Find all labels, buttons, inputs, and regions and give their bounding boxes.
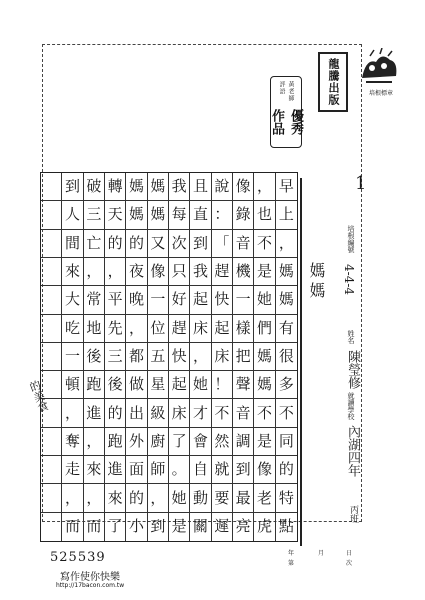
grid-cell: 好 bbox=[169, 286, 190, 314]
grid-cell: 都 bbox=[126, 343, 147, 371]
grid-cell: 位 bbox=[148, 315, 169, 343]
grid-cell: 像 bbox=[148, 258, 169, 286]
grid-cell: 且 bbox=[190, 173, 211, 201]
footer-url: http://17bacon.com.tw bbox=[56, 582, 125, 589]
grid-cell: 出 bbox=[126, 399, 147, 427]
grid-cell: 直 bbox=[190, 201, 211, 229]
grid-cell: 她 bbox=[254, 286, 275, 314]
teacher-stamp bbox=[270, 76, 302, 148]
grid-cell: 做 bbox=[126, 371, 147, 399]
grid-cell: 趕 bbox=[212, 258, 233, 286]
grid-cell: 大 bbox=[62, 286, 83, 314]
grid-cell: 像 bbox=[254, 456, 275, 484]
grid-cell: 是 bbox=[169, 513, 190, 541]
grid-cell bbox=[41, 456, 62, 484]
grid-cell: 媽 bbox=[254, 371, 275, 399]
grid-cell: 調 bbox=[233, 428, 254, 456]
grid-cell: ， bbox=[62, 399, 83, 427]
school-value: 內湖四年 bbox=[345, 425, 360, 477]
grid-cell: 又 bbox=[148, 230, 169, 258]
grid-cell: 小 bbox=[126, 513, 147, 541]
grid-cell: 了 bbox=[105, 513, 126, 541]
grid-cell: 然 bbox=[212, 428, 233, 456]
grid-cell: 媽 bbox=[148, 173, 169, 201]
grid-cell: 跑 bbox=[105, 428, 126, 456]
grid-cell: 早 bbox=[276, 173, 297, 201]
grid-cell: 「 bbox=[212, 230, 233, 258]
grid-cell: 了 bbox=[169, 428, 190, 456]
grid-cell: 媽 bbox=[126, 201, 147, 229]
grid-cell: 三 bbox=[84, 201, 105, 229]
grid-cell: 媽 bbox=[276, 258, 297, 286]
essay-grid bbox=[40, 172, 298, 542]
grid-cell: 不 bbox=[254, 399, 275, 427]
grid-cell: ， bbox=[84, 484, 105, 512]
grid-cell: 起 bbox=[212, 315, 233, 343]
grid-cell: 上 bbox=[276, 201, 297, 229]
grid-cell: 同 bbox=[276, 428, 297, 456]
grid-cell: 的 bbox=[105, 399, 126, 427]
grid-cell: 很 bbox=[276, 343, 297, 371]
grid-cell: 來 bbox=[84, 456, 105, 484]
grid-cell: 最 bbox=[233, 484, 254, 512]
margin-note: 的美食 bbox=[26, 378, 51, 415]
grid-cell: 是 bbox=[254, 428, 275, 456]
grid-cell: 一 bbox=[148, 286, 169, 314]
grid-cell: 錄 bbox=[233, 201, 254, 229]
grid-cell: 把 bbox=[233, 343, 254, 371]
grid-cell bbox=[41, 173, 62, 201]
grid-cell: 三 bbox=[105, 343, 126, 371]
grid-cell: 吃 bbox=[62, 315, 83, 343]
grid-cell: 音 bbox=[233, 399, 254, 427]
grid-cell: 說 bbox=[212, 173, 233, 201]
title-divider bbox=[300, 178, 302, 546]
grid-cell: 她 bbox=[190, 371, 211, 399]
grid-cell: 的 bbox=[126, 230, 147, 258]
grid-cell: 音 bbox=[233, 230, 254, 258]
grid-cell: 樣 bbox=[233, 315, 254, 343]
grid-cell: ， bbox=[190, 343, 211, 371]
grid-cell: 到 bbox=[233, 456, 254, 484]
grid-cell: ， bbox=[148, 484, 169, 512]
grid-cell: 不 bbox=[212, 399, 233, 427]
page-label-c: 月 bbox=[318, 550, 325, 557]
grid-cell bbox=[41, 484, 62, 512]
grid-cell: 到 bbox=[62, 173, 83, 201]
grid-cell: 趕 bbox=[169, 315, 190, 343]
publisher-banner: 龍騰出版 bbox=[318, 52, 348, 112]
grid-cell: 級 bbox=[148, 399, 169, 427]
grid-cell: 點 bbox=[278, 517, 294, 536]
grid-cell: 一 bbox=[233, 286, 254, 314]
grid-cell: 關 bbox=[190, 513, 211, 541]
grid-cell: 有 bbox=[276, 315, 297, 343]
grid-cell: 快 bbox=[169, 343, 190, 371]
grid-cell: 的 bbox=[276, 456, 297, 484]
grid-cell bbox=[41, 230, 62, 258]
grid-cell: 像 bbox=[233, 173, 254, 201]
grid-cell: 床 bbox=[169, 399, 190, 427]
grid-cell: 到 bbox=[190, 230, 211, 258]
grid-cell: 特 bbox=[276, 484, 297, 512]
grid-cell: 五 bbox=[148, 343, 169, 371]
grid-cell: 起 bbox=[169, 371, 190, 399]
grid-cell: 我 bbox=[190, 258, 211, 286]
logo-caption: 培根標章 bbox=[368, 90, 393, 97]
page-label-d: 日 bbox=[346, 550, 353, 557]
grid-cell: 不 bbox=[254, 230, 275, 258]
question-number: 1 bbox=[355, 173, 367, 194]
grid-cell: ， bbox=[62, 484, 83, 512]
grid-cell bbox=[41, 513, 62, 541]
page-label-a: 第 bbox=[288, 560, 295, 567]
grid-cell: 間 bbox=[62, 230, 83, 258]
grid-cell: 要 bbox=[212, 484, 233, 512]
grid-cell: 頓 bbox=[62, 371, 83, 399]
grid-cell: 老 bbox=[254, 484, 275, 512]
grid-cell: 每 bbox=[169, 201, 190, 229]
no-value: 4-4-4 bbox=[342, 264, 356, 296]
grid-cell: 次 bbox=[169, 230, 190, 258]
grid-cell: ， bbox=[84, 258, 105, 286]
grid-cell: 跑 bbox=[84, 371, 105, 399]
grid-cell: 機 bbox=[233, 258, 254, 286]
grid-cell: 外 bbox=[126, 428, 147, 456]
grid-cell: 媽 bbox=[254, 343, 275, 371]
grid-cell: 來 bbox=[62, 258, 83, 286]
footer-text: 寫作使你快樂 bbox=[60, 572, 120, 583]
grid-cell: ！ bbox=[212, 371, 233, 399]
grid-cell: ， bbox=[254, 173, 275, 201]
grid-cell: 是 bbox=[254, 258, 275, 286]
grid-cell: 轉 bbox=[105, 173, 126, 201]
grid-cell: 夜 bbox=[126, 258, 147, 286]
grid-cell: ： bbox=[212, 201, 233, 229]
grid-cell bbox=[41, 343, 62, 371]
grid-cell: 到 bbox=[148, 513, 169, 541]
grid-cell bbox=[41, 315, 62, 343]
label-school: 就讀學校 bbox=[347, 392, 355, 420]
grid-cell: 會 bbox=[190, 428, 211, 456]
grid-cell: 才 bbox=[190, 399, 211, 427]
grid-cell: 地 bbox=[84, 315, 105, 343]
essay-title: 媽媽 bbox=[307, 262, 326, 302]
class-value: 丙班 bbox=[348, 505, 358, 523]
grid-cell: 進 bbox=[84, 399, 105, 427]
grid-cell: 起 bbox=[190, 286, 211, 314]
grid-cell: 的 bbox=[126, 484, 147, 512]
grid-cell bbox=[41, 286, 62, 314]
grid-cell: 奪 bbox=[62, 428, 83, 456]
grid-cell: 自 bbox=[190, 456, 211, 484]
grid-cell: 人 bbox=[62, 201, 83, 229]
grid-cell: 平 bbox=[105, 286, 126, 314]
grid-cell bbox=[41, 258, 62, 286]
grid-cell: 媽 bbox=[276, 286, 297, 314]
bottom-number: 525539 bbox=[50, 550, 106, 565]
grid-cell: 媽 bbox=[148, 201, 169, 229]
grid-cell: 她 bbox=[169, 484, 190, 512]
grid-cell: 星 bbox=[148, 371, 169, 399]
grid-cell: 先 bbox=[105, 315, 126, 343]
grid-cell: 來 bbox=[105, 484, 126, 512]
grid-cell: 破 bbox=[84, 173, 105, 201]
page-label-b: 年 bbox=[288, 550, 295, 557]
grid-cell: 我 bbox=[169, 173, 190, 201]
stamp-big-text: 優秀作品 bbox=[269, 108, 303, 135]
grid-cell bbox=[41, 428, 62, 456]
bacon-logo-icon bbox=[356, 48, 402, 88]
grid-cell: 而 bbox=[84, 513, 105, 541]
grid-cell: 快 bbox=[212, 286, 233, 314]
grid-cell: 多 bbox=[276, 371, 297, 399]
label-no: 培根編號 bbox=[347, 225, 355, 253]
grid-cell: 也 bbox=[254, 201, 275, 229]
grid-cell: 媽 bbox=[126, 173, 147, 201]
grid-cell: 的 bbox=[105, 230, 126, 258]
grid-cell: 只 bbox=[169, 258, 190, 286]
grid-cell: 晚 bbox=[126, 286, 147, 314]
grid-cell: 走 bbox=[62, 456, 83, 484]
grid-cell: ， bbox=[84, 428, 105, 456]
grid-cell: 一 bbox=[62, 343, 83, 371]
page-label-e: 次 bbox=[346, 560, 353, 567]
grid-cell: 不 bbox=[276, 399, 297, 427]
label-name: 姓名 bbox=[347, 330, 355, 344]
grid-cell: 師 bbox=[148, 456, 169, 484]
grid-cell: 進 bbox=[105, 456, 126, 484]
grid-cell: 後 bbox=[105, 371, 126, 399]
grid-cell: 們 bbox=[254, 315, 275, 343]
grid-cell: 動 bbox=[190, 484, 211, 512]
grid-cell: 面 bbox=[126, 456, 147, 484]
grid-cell: 虎 bbox=[254, 513, 275, 541]
stamp-small-text: 黃老師評語 bbox=[278, 81, 294, 102]
grid-cell: ， bbox=[126, 315, 147, 343]
grid-cell: 遲 bbox=[212, 513, 233, 541]
grid-cell: 聲 bbox=[233, 371, 254, 399]
grid-cell: 廚 bbox=[148, 428, 169, 456]
grid-cell: 而 bbox=[62, 513, 83, 541]
grid-cell: 後 bbox=[84, 343, 105, 371]
grid-cell: 床 bbox=[212, 343, 233, 371]
grid-cell bbox=[41, 201, 62, 229]
grid-cell: ， bbox=[105, 258, 126, 286]
grid-cell: 天 bbox=[105, 201, 126, 229]
grid-cell: 就 bbox=[212, 456, 233, 484]
grid-cell: 亡 bbox=[84, 230, 105, 258]
grid-cell: ， bbox=[276, 230, 297, 258]
grid-cell: 床 bbox=[190, 315, 211, 343]
grid-cell: 常 bbox=[84, 286, 105, 314]
name-value: 陳瑩修 bbox=[345, 350, 360, 389]
grid-cell: 。 bbox=[169, 456, 190, 484]
grid-cell: 亮 bbox=[233, 513, 254, 541]
